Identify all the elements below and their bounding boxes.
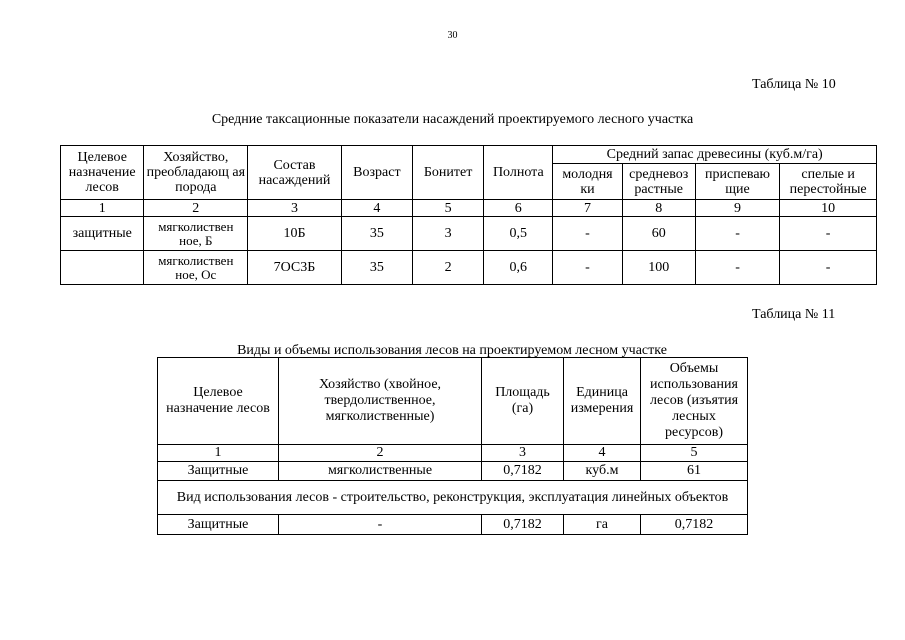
- cell-purpose: защитные: [61, 217, 144, 251]
- column-number: 8: [622, 200, 695, 217]
- page-number: 30: [447, 30, 458, 41]
- table-row: [158, 462, 748, 481]
- column-number: 1: [61, 200, 144, 217]
- cell-mature: -: [780, 251, 877, 285]
- cell-middle: 60: [622, 217, 695, 251]
- cell-area: 0,7182: [482, 462, 564, 481]
- cell-unit: га: [564, 515, 641, 535]
- cell-farm: мягколиствен ное, Ос: [144, 251, 248, 285]
- table-11: [157, 357, 748, 535]
- header-middle: средневоз растные: [622, 164, 695, 200]
- cell-young: -: [553, 251, 622, 285]
- header-unit: Единица измерения: [564, 358, 641, 445]
- column-number: 1: [158, 445, 279, 462]
- column-number: 3: [482, 445, 564, 462]
- table-11-label: Таблица № 11: [752, 307, 836, 322]
- cell-volume: 0,7182: [641, 515, 748, 535]
- table-row: [61, 251, 877, 285]
- cell-volume: 61: [641, 462, 748, 481]
- header-farm: Хозяйство, преобладающ ая порода: [144, 146, 248, 200]
- header-purpose: Целевое назначение лесов: [158, 358, 279, 445]
- header-mature: спелые и перестойные: [780, 164, 877, 200]
- cell-purpose: Защитные: [158, 515, 279, 535]
- column-number: 5: [413, 200, 484, 217]
- cell-composition: 10Б: [248, 217, 342, 251]
- cell-usage-type: Вид использования лесов - строительство, реконструкция, эксплуатация линейных объектов: [158, 481, 748, 515]
- cell-area: 0,7182: [482, 515, 564, 535]
- header-maturing: приспеваю щие: [695, 164, 779, 200]
- column-number: 2: [279, 445, 482, 462]
- column-number: 3: [248, 200, 342, 217]
- header-density: Полнота: [484, 146, 553, 200]
- cell-mature: -: [780, 217, 877, 251]
- table-10-label: Таблица № 10: [752, 77, 836, 92]
- header-purpose: Целевое назначение лесов: [61, 146, 144, 200]
- cell-maturing: -: [695, 217, 779, 251]
- cell-purpose: [61, 251, 144, 285]
- cell-unit: куб.м: [564, 462, 641, 481]
- cell-bonitet: 3: [413, 217, 484, 251]
- column-number: 4: [564, 445, 641, 462]
- table-row: [158, 481, 748, 515]
- cell-density: 0,6: [484, 251, 553, 285]
- cell-bonitet: 2: [413, 251, 484, 285]
- cell-young: -: [553, 217, 622, 251]
- column-number: 5: [641, 445, 748, 462]
- column-number: 10: [780, 200, 877, 217]
- table-10-title: Средние таксационные показатели насаждений проектируемого лесного участка: [211, 112, 694, 127]
- table-11-title: Виды и объемы использования лесов на проектируемом лесном участке: [237, 343, 667, 358]
- column-number: 9: [695, 200, 779, 217]
- column-number: 6: [484, 200, 553, 217]
- cell-farm: мягколиственные: [279, 462, 482, 481]
- table-row: [61, 217, 877, 251]
- column-number: 2: [144, 200, 248, 217]
- header-area: Площадь (га): [482, 358, 564, 445]
- column-number: 7: [553, 200, 622, 217]
- cell-density: 0,5: [484, 217, 553, 251]
- table-10: [60, 145, 877, 285]
- cell-purpose: Защитные: [158, 462, 279, 481]
- cell-age: 35: [341, 251, 412, 285]
- header-farm: Хозяйство (хвойное, твердолиственное, мягколиственные): [279, 358, 482, 445]
- header-volume: Объемы использования лесов (изъятия лесных ресурсов): [641, 358, 748, 445]
- header-age: Возраст: [341, 146, 412, 200]
- cell-farm: мягколиствен ное, Б: [144, 217, 248, 251]
- cell-maturing: -: [695, 251, 779, 285]
- header-composition: Состав насаждений: [248, 146, 342, 200]
- header-young: молодня ки: [553, 164, 622, 200]
- table-row: [158, 515, 748, 535]
- cell-middle: 100: [622, 251, 695, 285]
- cell-farm: -: [279, 515, 482, 535]
- header-stock-group: Средний запас древесины (куб.м/га): [553, 146, 877, 164]
- column-number: 4: [341, 200, 412, 217]
- cell-composition: 7ОС3Б: [248, 251, 342, 285]
- header-bonitet: Бонитет: [413, 146, 484, 200]
- cell-age: 35: [341, 217, 412, 251]
